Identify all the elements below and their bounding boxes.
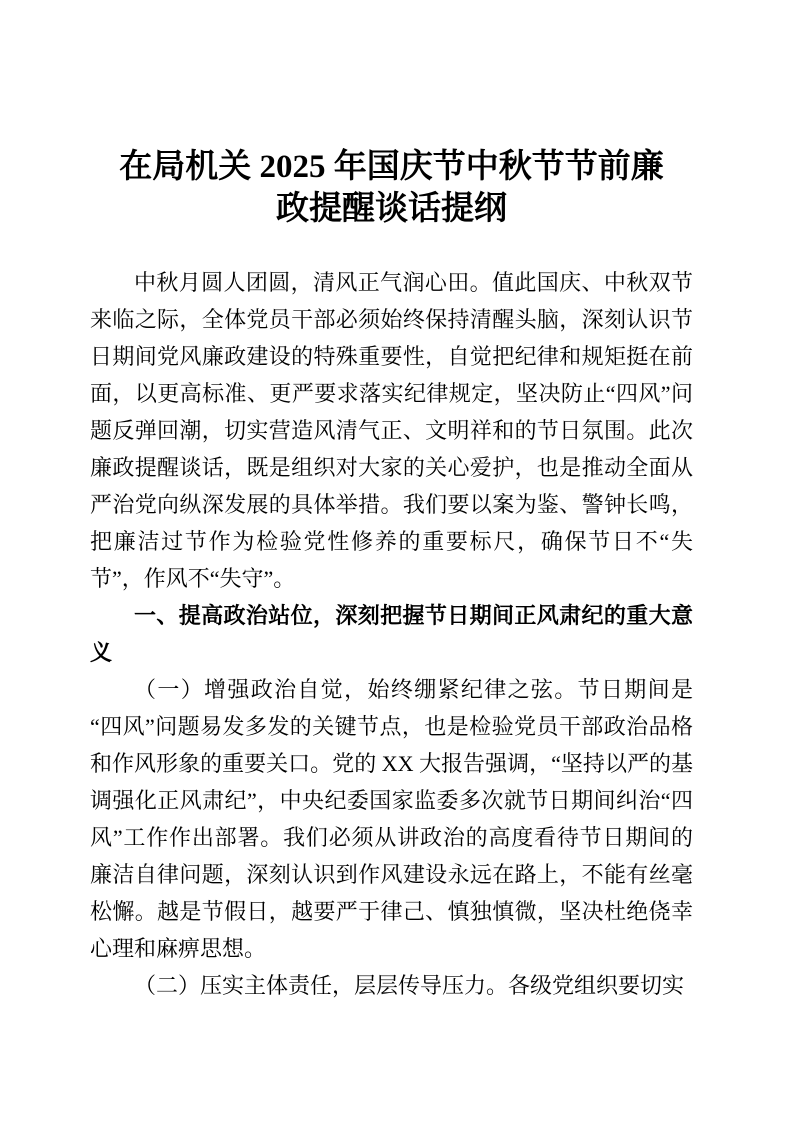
document-title: 在局机关 2025 年国庆节中秋节节前廉政提醒谈话提纲 xyxy=(119,149,664,227)
section-heading: 一、提高政治站位，深刻把握节日期间正风肃纪的重大意义 xyxy=(90,603,693,665)
paragraph: 中秋月圆人团圆，清风正气润心田。值此国庆、中秋双节来临之际，全体党员干部必须始终保持清醒头脑，深刻认识节日期间党风廉政建设的特殊重要性，自觉把纪律和规矩挺在前面，以更高标准、更严要求落实纪律规定，坚决防止“四风”问题反弹回潮，切实营造风清气正、文明祥和的节日氛围。此次廉政提醒谈话，既是组织对大家的关心爱护，也是推动全面从严治党向纵深发展的具体举措。我们要以案为鉴、警钟长鸣，把廉洁过节作为检验党性修养的重要标尺，确保节日不“失节”，作风不“失守”。 xyxy=(90,270,693,591)
paragraph: （一）增强政治自觉，始终绷紧纪律之弦。节日期间是“四风”问题易发多发的关键节点，也是检验党员干部政治品格和作风形象的重要关口。党的 XX 大报告强调，“坚持以严的基调强化正风肃纪”，中央纪委国家监委多次就节日期间纠治“四风”工作作出部署。我们必须从讲政治的高度看待节日期间的廉洁自律问题，深刻认识到作风建设永远在路上，不能有丝毫松懈。越是节假日，越要严于律己、慎独慎微，坚决杜绝侥幸心理和麻痹思想。 xyxy=(90,677,694,961)
document-body xyxy=(90,264,693,1004)
paragraph: （二）压实主体责任，层层传导压力。各级党组织要切实 xyxy=(134,973,685,998)
